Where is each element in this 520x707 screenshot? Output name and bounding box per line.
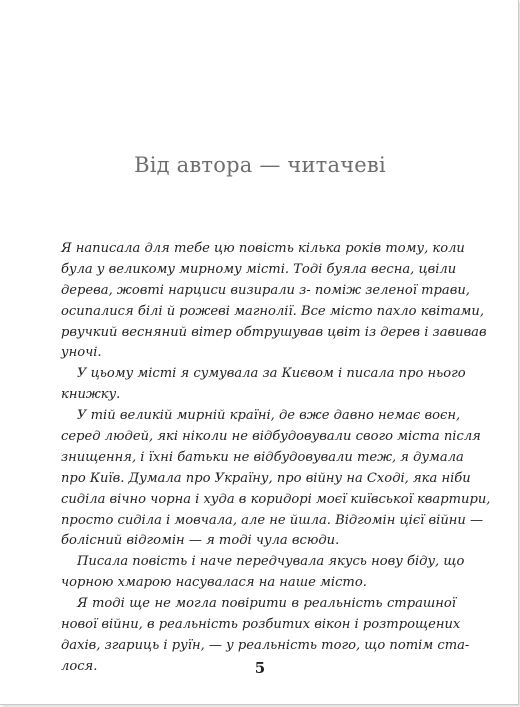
chapter-title: Від автора — читачеві [134, 153, 386, 177]
text-line: уночі. [61, 345, 102, 361]
text-line: У цьому місті я сумувала за Києвом і писала про нього [77, 366, 466, 382]
text-line: нової війни, в реальність розбитих вікон і розтрощених [61, 617, 461, 633]
page-number: 5 [254, 659, 266, 677]
text-line: була у великому мирному місті. Тоді буяла весна, цвіли [61, 261, 457, 277]
text-line: осипалися білі й рожеві магнолії. Все місто пахло квітами, [61, 303, 484, 319]
text-line: просто сиділа і мовчала, але не йшла. Відгомін цієї війни — [61, 512, 484, 528]
text-line: лося. [61, 658, 98, 674]
text-line: знищення, і їхні батьки не відбудовували теж, я думала [61, 449, 464, 465]
text-line: Я тоді ще не могла повірити в реальність страшної [77, 596, 456, 612]
text-line: рвучкий весняний вітер обтрушував цвіт із дерев і завивав [61, 324, 487, 340]
body-text [61, 239, 491, 678]
text-line: дахів, згариць і руїн, — у реальність того, що потім ста- [61, 637, 470, 653]
text-line: книжку. [61, 387, 121, 403]
text-line: про Київ. Думала про Україну, про війну на Сході, яка ніби [61, 470, 471, 486]
text-line: сиділа вічно чорна і худа в коридорі моєї київської квартири, [61, 491, 491, 507]
text-line: дерева, жовті нарциси визирали з- поміж зеленої трави, [61, 282, 470, 298]
text-line: Я написала для тебе цю повість кілька років тому, коли [61, 241, 465, 256]
text-line: серед людей, які ніколи не відбудовували свого міста після [61, 429, 481, 445]
text-line: чорною хмарою насувалася на наше місто. [61, 575, 367, 591]
text-line: Писала повість і наче передчувала якусь нову біду, що [77, 554, 465, 570]
text-line: болісний відгомін — я тоді чула всюди. [61, 533, 340, 549]
text-line: У тій великій мирній країні, де вже давно немає воєн, [77, 408, 461, 424]
